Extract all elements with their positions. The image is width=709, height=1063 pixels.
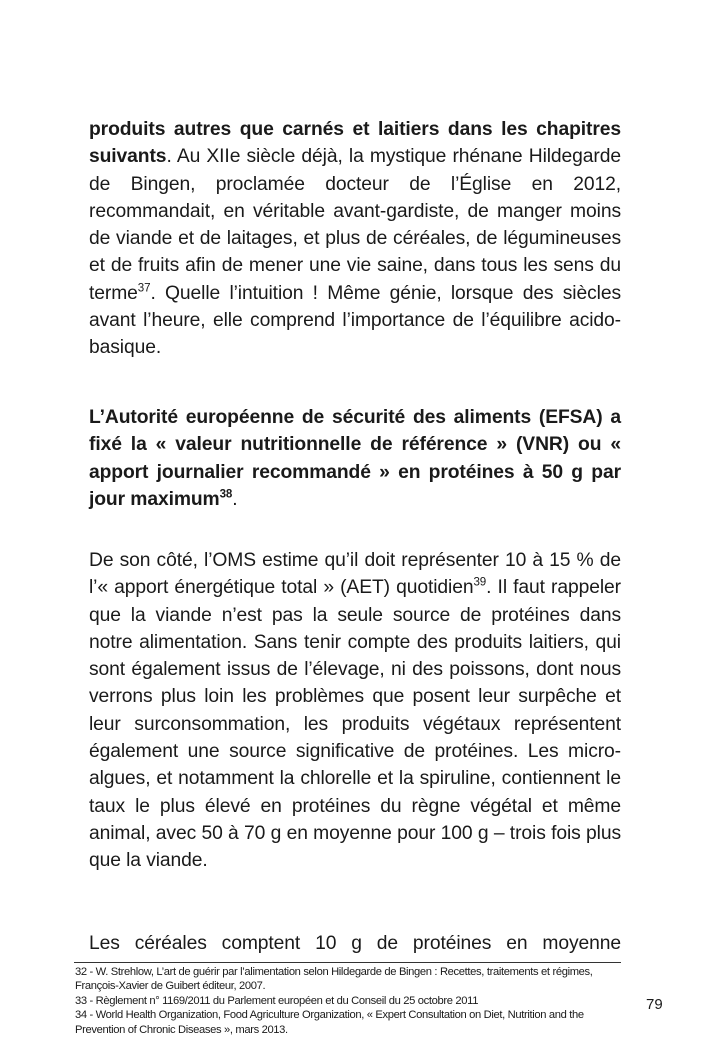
paragraph-text: . Il faut rappeler que la viande n’est pas la seule source de protéines dans notre alimentation. Sans tenir compte des produits laitiers, qui sont également issus de l’élevage, ni des poissons, dont nous verrons plus loin les problèmes que posent leur surpêche et leur surconsommation, les produits végétaux représentent également une source significative de protéines. Les micro-algues, et notamment la chlorelle et la spiruline, contiennent le taux le plus élevé en protéines du règne végétal et même animal, avec 50 à 70 g en moyenne pour 100 g – trois fois plus que la viande. [89,577,621,872]
page-number: 79 [646,996,663,1013]
footnote-reference: 38 [219,488,233,501]
paragraph-text: . [232,488,238,510]
paragraph-oms [89,547,621,875]
footnote-34: 34 - World Health Organization, Food Agriculture Organization, « Expert Consultation on Diet, Nutrition and the Prevention of Chronic Diseases », mars 2013. [75,1009,584,1036]
paragraph-text: De son côté, l’OMS estime qu’il doit représenter 10 à 15 % de l’« apport énergétique total » (AET) quotidien [89,550,621,599]
paragraph-hildegarde [89,116,621,362]
paragraph-efsa [89,404,621,513]
paragraph-cereales: Les céréales comptent 10 g de protéines en moyenne [89,933,621,954]
footnote-reference: 39 [473,576,487,589]
footnotes [75,965,635,1037]
footnote-reference: 37 [137,282,151,295]
footnote-33: 33 - Règlement n° 1169/2011 du Parlement européen et du Conseil du 25 octobre 2011 [75,994,479,1007]
footnote-32: 32 - W. Strehlow, L’art de guérir par l’alimentation selon Hildegarde de Bingen : Recettes, traitements et régimes, François-Xavier de Guibert éditeur, 2007. [75,966,593,993]
paragraph-text: . Au XIIe siècle déjà, la mystique rhénane Hildegarde de Bingen, proclamée docteur de l’Église en 2012, recommandait, en véritable avant-gardiste, de manger moins de viande et de laitages, et plus de céréales, de légumineuses et de fruits afin de mener une vie saine, dans tous les sens du terme [89,146,621,304]
footnote-divider [74,962,621,963]
paragraph-text: . Quelle l’intuition ! Même génie, lorsque des siècles avant l’heure, elle comprend l’importance de l’équilibre acido-basique. [89,282,621,359]
bold-paragraph-text: L’Autorité européenne de sécurité des aliments (EFSA) a fixé la « valeur nutritionnelle de référence » (VNR) ou « apport journalier recommandé » en protéines à 50 g par jour maximum [89,407,621,510]
bold-lead-text: produits autres que carnés et laitiers dans les chapitres suivants [89,119,621,168]
